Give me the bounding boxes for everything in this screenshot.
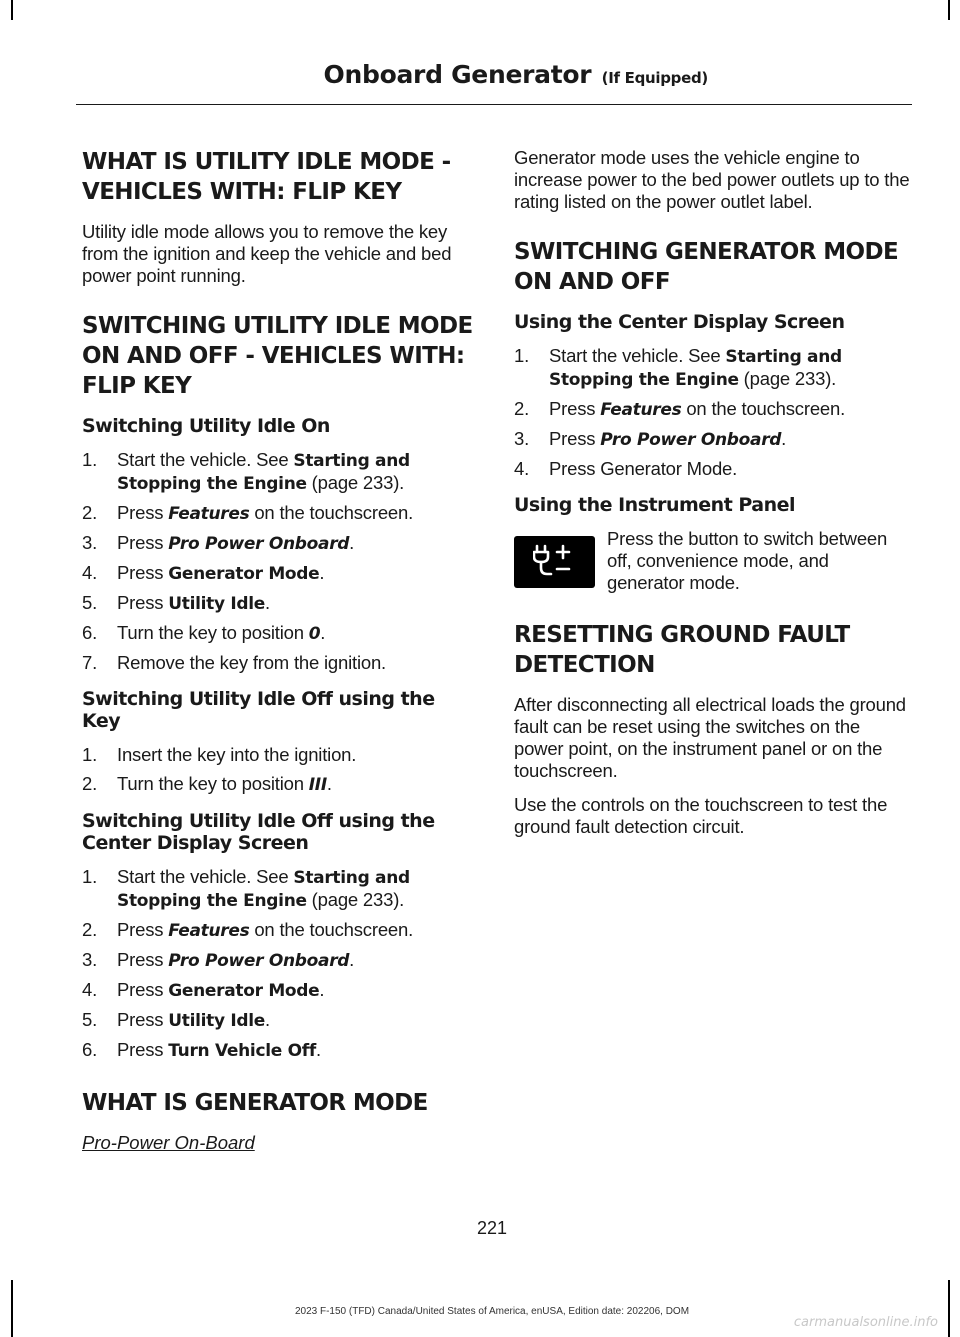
heading-resetting-ground-fault: RESETTING GROUND FAULT DETECTION <box>514 622 850 678</box>
list-item: 5. Press Utility Idle. <box>82 1009 270 1031</box>
edition-footer: 2023 F-150 (TFD) Canada/United States of America, enUSA, Edition date: 202206, DOM <box>294 1306 690 1317</box>
steps-center-display <box>514 345 910 480</box>
heading-what-is-generator-mode: WHAT IS GENERATOR MODE <box>82 1090 428 1116</box>
cross-reference: Starting and Stopping the Engine <box>117 451 410 494</box>
subheading-instrument-panel: Using the Instrument Panel <box>514 494 796 516</box>
para-resetting-2: Use the controls on the touchscreen to test the ground fault detection circuit. <box>514 794 888 837</box>
list-item: 6. Turn the key to position 0. <box>82 622 326 644</box>
power-plug-icon-glyph <box>533 542 577 582</box>
page-header-title <box>324 60 708 89</box>
cross-reference: Starting and Stopping the Engine <box>549 347 842 390</box>
list-item: 1. Insert the key into the ignition. <box>82 744 357 765</box>
left-column <box>82 147 476 1154</box>
crop-mark-top-right <box>948 0 950 20</box>
para-instrument-panel: Press the button to switch between off, convenience mode, and generator mode. <box>607 528 888 593</box>
cross-reference: Starting and Stopping the Engine <box>117 868 410 911</box>
heading-what-is-utility-idle: WHAT IS UTILITY IDLE MODE - VEHICLES WITH: FLIP KEY <box>82 149 451 205</box>
subheading-switching-on: Switching Utility Idle On <box>82 415 330 437</box>
list-item: 1. Start the vehicle. See Starting and Stopping the Engine (page 233). <box>514 345 842 390</box>
header-subtitle: (If Equipped) <box>601 69 708 87</box>
list-item: 3. Press Pro Power Onboard. <box>82 532 355 554</box>
list-item: 2. Press Features on the touchscreen. <box>82 919 414 941</box>
steps-switching-on <box>82 449 476 674</box>
heading-switching-generator: SWITCHING GENERATOR MODE ON AND OFF <box>514 239 899 295</box>
subheading-off-using-key: Switching Utility Idle Off using the Key <box>82 688 435 732</box>
list-item: 7. Remove the key from the ignition. <box>82 652 386 673</box>
instrument-panel-row <box>514 528 910 594</box>
subheading-off-using-screen: Switching Utility Idle Off using the Center Display Screen <box>82 810 435 854</box>
list-item: 1. Start the vehicle. See Starting and Stopping the Engine (page 233). <box>82 449 410 494</box>
list-item: 1. Start the vehicle. See Starting and Stopping the Engine (page 233). <box>82 866 410 911</box>
para-resetting-1: After disconnecting all electrical loads the ground fault can be reset using the switches on the power point, on the instrument panel or on the touchscreen. <box>514 694 906 781</box>
list-item: 4. Press Generator Mode. <box>514 458 738 479</box>
crop-mark-top-left <box>11 0 13 20</box>
watermark: carmanualsonline.info <box>793 1315 938 1330</box>
right-column <box>514 147 910 850</box>
list-item: 3. Press Pro Power Onboard. <box>514 428 787 450</box>
page-number: 221 <box>476 1218 508 1238</box>
list-item: 2. Press Features on the touchscreen. <box>514 398 846 420</box>
list-item: 2. Turn the key to position III. <box>82 773 332 795</box>
header-divider <box>76 104 912 105</box>
para-generator-mode: Generator mode uses the vehicle engine to increase power to the bed power outlets up to the rating listed on the power outlet label. <box>514 147 910 212</box>
list-item: 6. Press Turn Vehicle Off. <box>82 1039 321 1061</box>
power-plug-icon <box>514 536 595 588</box>
list-item: 3. Press Pro Power Onboard. <box>82 949 355 971</box>
steps-off-using-screen <box>82 866 476 1062</box>
heading-switching-utility-idle: SWITCHING UTILITY IDLE MODE ON AND OFF - VEHICLES WITH: FLIP KEY <box>82 313 473 399</box>
list-item: 2. Press Features on the touchscreen. <box>82 502 414 524</box>
list-item: 5. Press Utility Idle. <box>82 592 270 614</box>
steps-off-using-key <box>82 744 476 796</box>
subheading-center-display: Using the Center Display Screen <box>514 311 845 333</box>
para-utility-idle: Utility idle mode allows you to remove the key from the ignition and keep the vehicle and bed power point running. <box>82 221 452 286</box>
list-item: 4. Press Generator Mode. <box>82 562 325 584</box>
header-title-text: Onboard Generator <box>323 60 592 89</box>
list-item: 4. Press Generator Mode. <box>82 979 325 1001</box>
link-pro-power-onboard[interactable]: Pro-Power On-Board <box>82 1132 255 1153</box>
